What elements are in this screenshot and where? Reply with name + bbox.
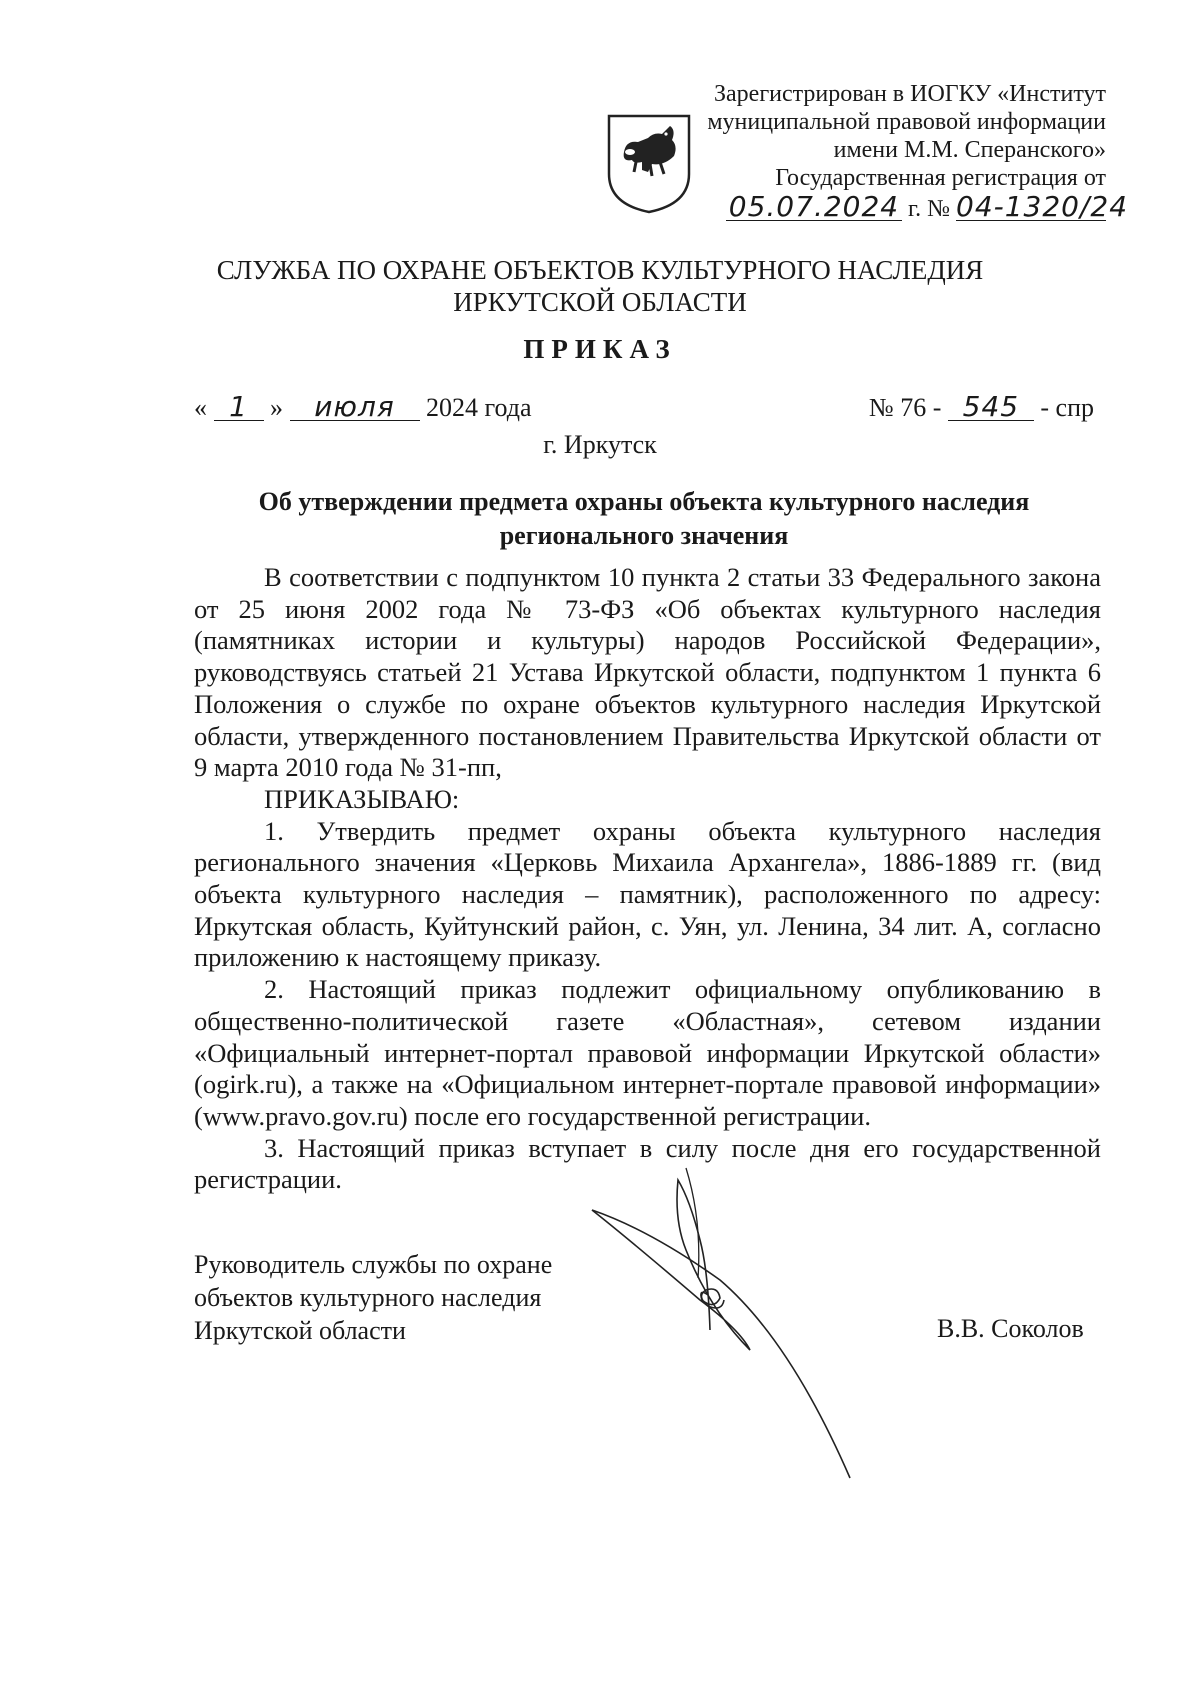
order-number-value: 545	[948, 394, 1034, 421]
handwritten-signature	[590, 1160, 870, 1480]
order-subject	[194, 485, 1094, 553]
subject-line-1: Об утверждении предмета охраны объекта культурного наследия	[258, 487, 1030, 516]
org-name-line-1: СЛУЖБА ПО ОХРАНЕ ОБЪЕКТОВ КУЛЬТУРНОГО НАСЛЕДИЯ	[216, 255, 984, 285]
order-number-prefix: № 76 -	[868, 393, 942, 422]
position-line-2: объектов культурного наследия	[194, 1283, 542, 1312]
order-item-2: 2. Настоящий приказ подлежит официальному опубликованию в общественно-политической газете «Областная», сетевом издании «Официальный интернет-портал правовой информации Иркутской области» (ogirk.ru), а также на «Официальном интернет-портале правовой информации» (www.pravo.gov.ru) после его государственной регистрации.	[194, 974, 1101, 1131]
registration-stamp	[700, 80, 1129, 223]
coat-of-arms-icon	[604, 112, 694, 216]
order-number	[868, 390, 1094, 423]
registration-date: 05.07.2024	[726, 194, 902, 221]
order-item-1: 1. Утвердить предмет охраны объекта культурного наследия регионального значения «Церковь Михаила Архангела», 1886-1889 гг. (вид объекта культурного наследия – памятник), расположенного по адресу: Иркутская область, Куйтунский район, с. Уян, ул. Ленина, 34 лит. А, согласно приложению к настоящему приказу.	[194, 815, 1101, 973]
signatory-name: В.В. Соколов	[937, 1314, 1084, 1343]
registration-line-3: имени М.М. Сперанского»	[833, 137, 1106, 163]
order-body	[194, 562, 1101, 1196]
order-number-suffix: - спр	[1040, 393, 1094, 422]
date-number-line	[194, 390, 1094, 429]
registration-line-2: муниципальной правовой информации	[707, 109, 1106, 135]
signatory-position	[194, 1248, 552, 1347]
registration-line-1: Зарегистрирован в ИОГКУ «Институт	[713, 81, 1106, 107]
date-open-quote: «	[194, 393, 207, 422]
city: г. Иркутск	[543, 430, 657, 459]
date-month: июля	[290, 394, 420, 421]
registration-line-4: Государственная регистрация от	[775, 165, 1106, 191]
org-name-line-2: ИРКУТСКОЙ ОБЛАСТИ	[453, 287, 747, 317]
order-word: ПРИКАЗЫВАЮ:	[264, 783, 460, 814]
preamble-paragraph: В соответствии с подпунктом 10 пункта 2 статьи 33 Федерального закона от 25 июня 2002 года № 73-ФЗ «Об объектах культурного наследия (памятниках истории и культуры) народов Российской Федерации», руководствуясь статьей 21 Устава Иркутской области, подпунктом 1 пункта 6 Положения о службе по охране объектов культурного наследия Иркутской области, утвержденного постановлением Правительства Иркутской области от 9 марта 2010 года № 31-пп,	[194, 562, 1101, 783]
date-day: 1	[214, 394, 264, 421]
subject-line-2: регионального значения	[499, 521, 789, 550]
position-line-1: Руководитель службы по охране	[194, 1250, 553, 1279]
registration-number-label: г. №	[907, 196, 950, 222]
registration-number: 04-1320/24	[956, 190, 1129, 223]
date-year: 2024 года	[426, 393, 532, 422]
position-line-3: Иркутской области	[194, 1316, 406, 1345]
order-item-3: 3. Настоящий приказ вступает в силу после дня его государственной регистрации.	[194, 1132, 1101, 1195]
date-close-quote: »	[270, 393, 283, 422]
registration-number-line	[700, 190, 1129, 223]
doc-type-title: ПРИКАЗ	[523, 334, 677, 364]
